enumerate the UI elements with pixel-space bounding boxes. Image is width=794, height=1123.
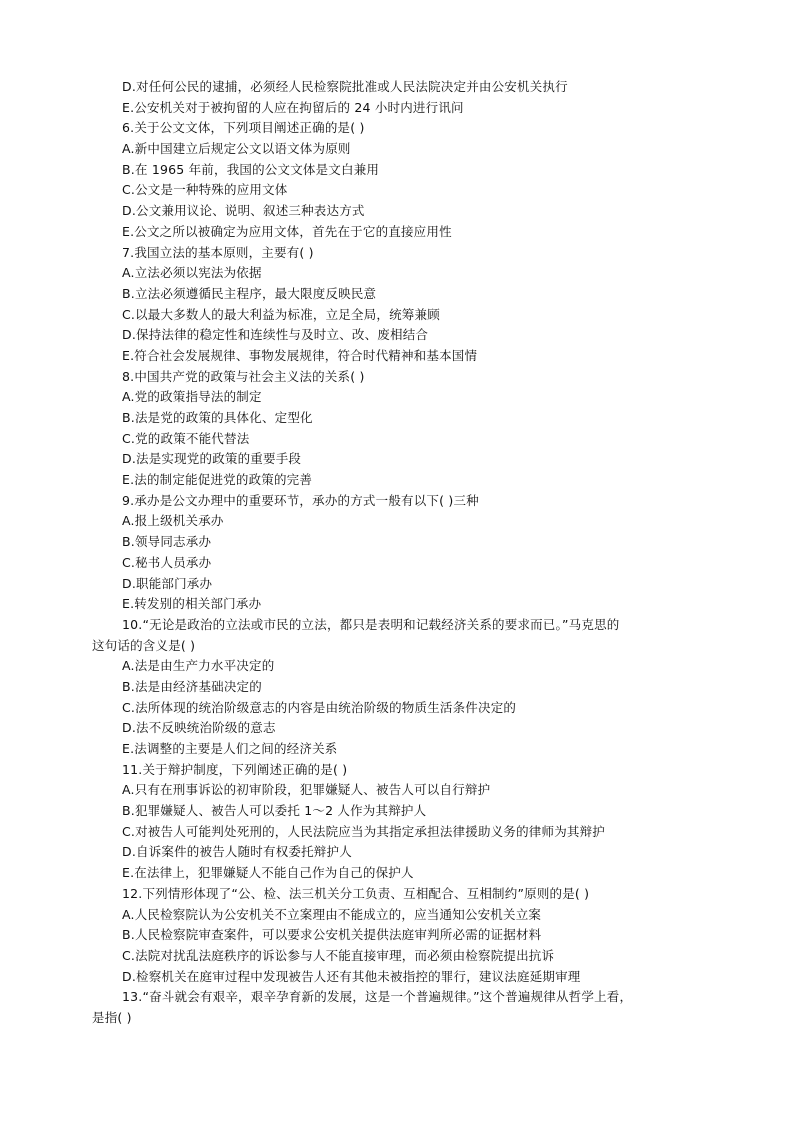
option-line: B.法是由经济基础决定的 bbox=[122, 678, 262, 694]
question-line-continued: 这句话的含义是( ) bbox=[92, 637, 196, 653]
option-line: C.法所体现的统治阶级意志的内容是由统治阶级的物质生活条件决定的 bbox=[122, 699, 517, 715]
option-line: B.犯罪嫌疑人、被告人可以委托 1～2 人作为其辩护人 bbox=[122, 803, 427, 819]
option-line: D.公文兼用议论、说明、叙述三种表达方式 bbox=[122, 203, 365, 219]
question-line-continued: 是指( ) bbox=[92, 1009, 132, 1025]
option-line: D.职能部门承办 bbox=[122, 575, 213, 591]
question-line: 12.下列情形体现了“公、检、法三机关分工负责、互相配合、互相制约”原则的是( ) bbox=[122, 885, 590, 901]
option-line: C.以最大多数人的最大利益为标准，立足全局，统筹兼顾 bbox=[122, 306, 440, 322]
option-line: A.报上级机关承办 bbox=[122, 513, 224, 529]
option-line: C.党的政策不能代替法 bbox=[122, 430, 250, 446]
option-line: A.人民检察院认为公安机关不立案理由不能成立的，应当通知公安机关立案 bbox=[122, 906, 542, 922]
option-line: E.符合社会发展规律、事物发展规律，符合时代精神和基本国情 bbox=[122, 347, 478, 363]
option-line: B.在 1965 年前，我国的公文文体是文白兼用 bbox=[122, 161, 380, 177]
option-line: A.新中国建立后规定公文以语文体为原则 bbox=[122, 141, 351, 157]
option-line: D.法不反映统治阶级的意志 bbox=[122, 720, 276, 736]
option-line: C.对被告人可能判处死刑的，人民法院应当为其指定承担法律援助义务的律师为其辩护 bbox=[122, 823, 606, 839]
option-line: A.党的政策指导法的制定 bbox=[122, 389, 262, 405]
option-line: A.只有在刑事诉讼的初审阶段，犯罪嫌疑人、被告人可以自行辩护 bbox=[122, 782, 491, 798]
option-line: C.公文是一种特殊的应用文体 bbox=[122, 182, 288, 198]
question-line: 11.关于辩护制度，下列阐述正确的是( ) bbox=[122, 761, 348, 777]
option-line: C.秘书人员承办 bbox=[122, 554, 212, 570]
option-line: B.人民检察院审查案件，可以要求公安机关提供法庭审判所必需的证据材料 bbox=[122, 927, 542, 943]
option-line: E.转发别的相关部门承办 bbox=[122, 596, 262, 612]
option-line: D.检察机关在庭审过程中发现被告人还有其他未被指控的罪行，建议法庭延期审理 bbox=[122, 968, 581, 984]
question-line: 7.我国立法的基本原则，主要有( ) bbox=[122, 244, 314, 260]
option-line: D.对任何公民的逮捕，必须经人民检察院批准或人民法院决定并由公安机关执行 bbox=[122, 79, 568, 94]
question-line: 13.“奋斗就会有艰辛，艰辛孕育新的发展，这是一个普遍规律。”这个普遍规律从哲学上看， bbox=[122, 989, 633, 1005]
option-line: B.法是党的政策的具体化、定型化 bbox=[122, 410, 313, 425]
option-line: D.自诉案件的被告人随时有权委托辩护人 bbox=[122, 844, 352, 860]
question-line: 10.“无论是政治的立法或市民的立法，都只是表明和记载经济关系的要求而已。”马克思的 bbox=[122, 616, 620, 632]
option-line: E.公安机关对于被拘留的人应在拘留后的 24 小时内进行讯问 bbox=[122, 99, 464, 115]
option-line: C.法院对扰乱法庭秩序的诉讼参与人不能直接审理，而必须由检察院提出抗诉 bbox=[122, 947, 555, 963]
option-line: A.法是由生产力水平决定的 bbox=[122, 658, 275, 674]
option-line: E.公文之所以被确定为应用文体，首先在于它的直接应用性 bbox=[122, 223, 452, 239]
option-line: B.领导同志承办 bbox=[122, 534, 212, 550]
option-line: B.立法必须遵循民主程序，最大限度反映民意 bbox=[122, 285, 377, 301]
question-line: 6.关于公文文体，下列项目阐述正确的是( ) bbox=[122, 120, 365, 136]
option-line: E.在法律上，犯罪嫌疑人不能自己作为自己的保护人 bbox=[122, 865, 414, 881]
option-line: E.法调整的主要是人们之间的经济关系 bbox=[122, 741, 338, 756]
question-line: 8.中国共产党的政策与社会主义法的关系( ) bbox=[122, 368, 365, 384]
option-line: E.法的制定能促进党的政策的完善 bbox=[122, 472, 313, 488]
option-line: D.法是实现党的政策的重要手段 bbox=[122, 451, 302, 467]
option-line: D.保持法律的稳定性和连续性与及时立、改、废相结合 bbox=[122, 327, 429, 343]
question-line: 9.承办是公文办理中的重要环节，承办的方式一般有以下( )三种 bbox=[122, 492, 479, 508]
option-line: A.立法必须以宪法为依据 bbox=[122, 265, 262, 281]
document-body bbox=[92, 77, 704, 1029]
